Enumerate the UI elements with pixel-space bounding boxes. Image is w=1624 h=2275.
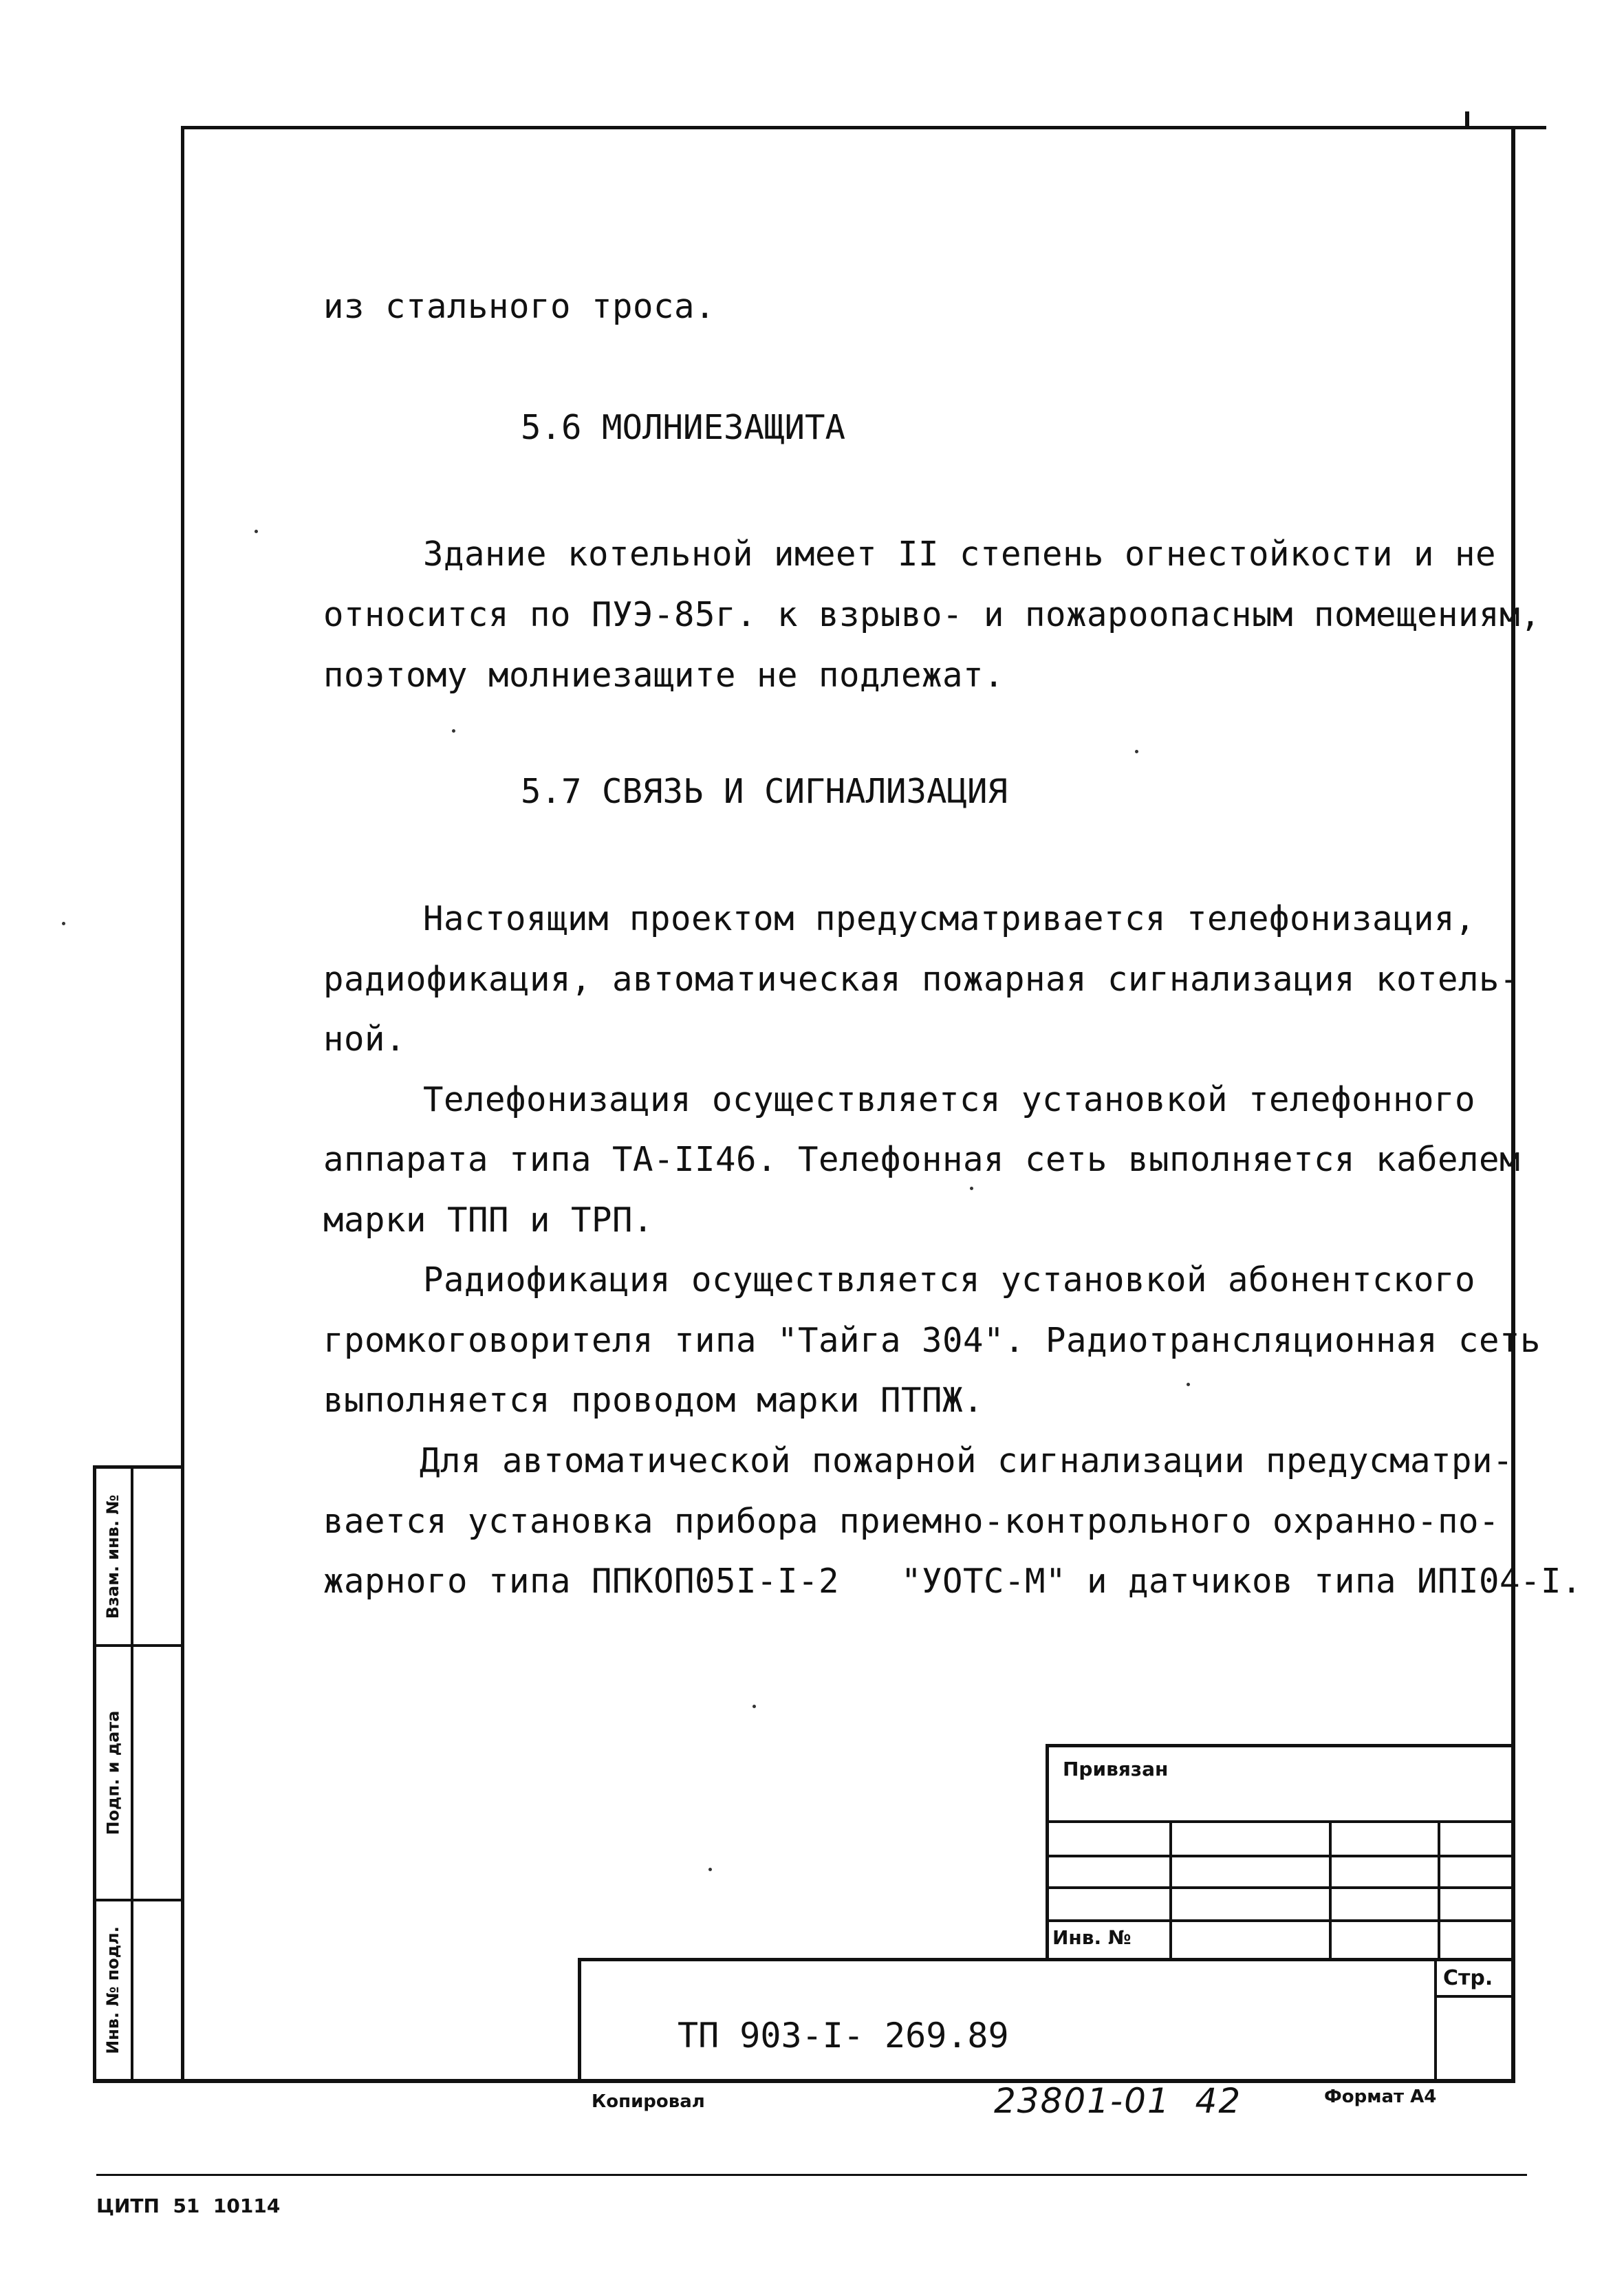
- scan-speck: [452, 729, 455, 733]
- frame-top-edge: [181, 126, 1546, 129]
- text-line: вается установка прибора приемно-контрольного охранно-по-: [323, 1502, 1500, 1541]
- scan-speck: [255, 530, 258, 533]
- text-line: из стального троса.: [323, 287, 716, 326]
- format-label: Формат А4: [1324, 2087, 1437, 2107]
- scan-speck: [1135, 750, 1138, 753]
- scan-speck: [970, 1187, 973, 1190]
- privyazan-label: Привязан: [1063, 1758, 1169, 1780]
- sheet-label: Стр.: [1443, 1966, 1493, 1990]
- text-line: относится по ПУЭ-85г. к взрыво- и пожароопасным помещениям,: [323, 595, 1541, 634]
- podp-data-label: Подп. и дата: [103, 1710, 122, 1835]
- text-line: Для автоматической пожарной сигнализации предусматри-: [420, 1441, 1514, 1480]
- text-line: громкоговорителя типа "Тайга 304". Радиотрансляционная сеть: [323, 1321, 1541, 1360]
- text-line: Настоящим проектом предусматривается телефонизация,: [423, 899, 1476, 938]
- kopiroval-label: Копировал: [592, 2091, 705, 2112]
- document-code: ТП 903-I- 269.89: [678, 2016, 1009, 2056]
- handwritten-number: 23801-01 42: [994, 2081, 1242, 2121]
- scan-speck: [753, 1705, 756, 1708]
- text-line: Здание котельной имеет II степень огнестойкости и не: [423, 535, 1497, 574]
- printer-imprint: ЦИТП 51 10114: [96, 2195, 281, 2217]
- section-heading-5-7: 5.7 СВЯЗЬ И СИГНАЛИЗАЦИЯ: [521, 772, 1008, 811]
- text-line: выполняется проводом марки ПТПЖ.: [323, 1381, 984, 1420]
- inv-no-label: Инв. №: [1052, 1926, 1132, 1949]
- text-line: аппарата типа ТА-II46. Телефонная сеть выполняется кабелем: [323, 1140, 1521, 1179]
- text-line: поэтому молниезащите не подлежат.: [323, 656, 1005, 695]
- text-line: Телефонизация осуществляется установкой телефонного: [423, 1080, 1476, 1119]
- text-line: радиофикация, автоматическая пожарная сигнализация котель-: [323, 960, 1521, 999]
- vzam-inv-label: Взам. инв. №: [103, 1494, 122, 1619]
- text-line: марки ТПП и ТРП.: [323, 1200, 654, 1240]
- page-bottom-line: [96, 2174, 1527, 2176]
- text-line: ной.: [323, 1020, 407, 1059]
- scan-speck: [708, 1868, 712, 1871]
- scan-speck: [62, 922, 65, 925]
- section-heading-5-6: 5.6 МОЛНИЕЗАЩИТА: [521, 408, 846, 447]
- inv-podl-label: Инв. № подл.: [103, 1926, 122, 2054]
- scan-speck: [1187, 1383, 1190, 1386]
- text-line: Радиофикация осуществляется установкой абонентского: [423, 1260, 1476, 1300]
- text-line: жарного типа ППКОП05I-I-2 "УОТС-М" и датчиков типа ИПI04-I.: [323, 1562, 1583, 1601]
- frame-tick: [1465, 111, 1469, 128]
